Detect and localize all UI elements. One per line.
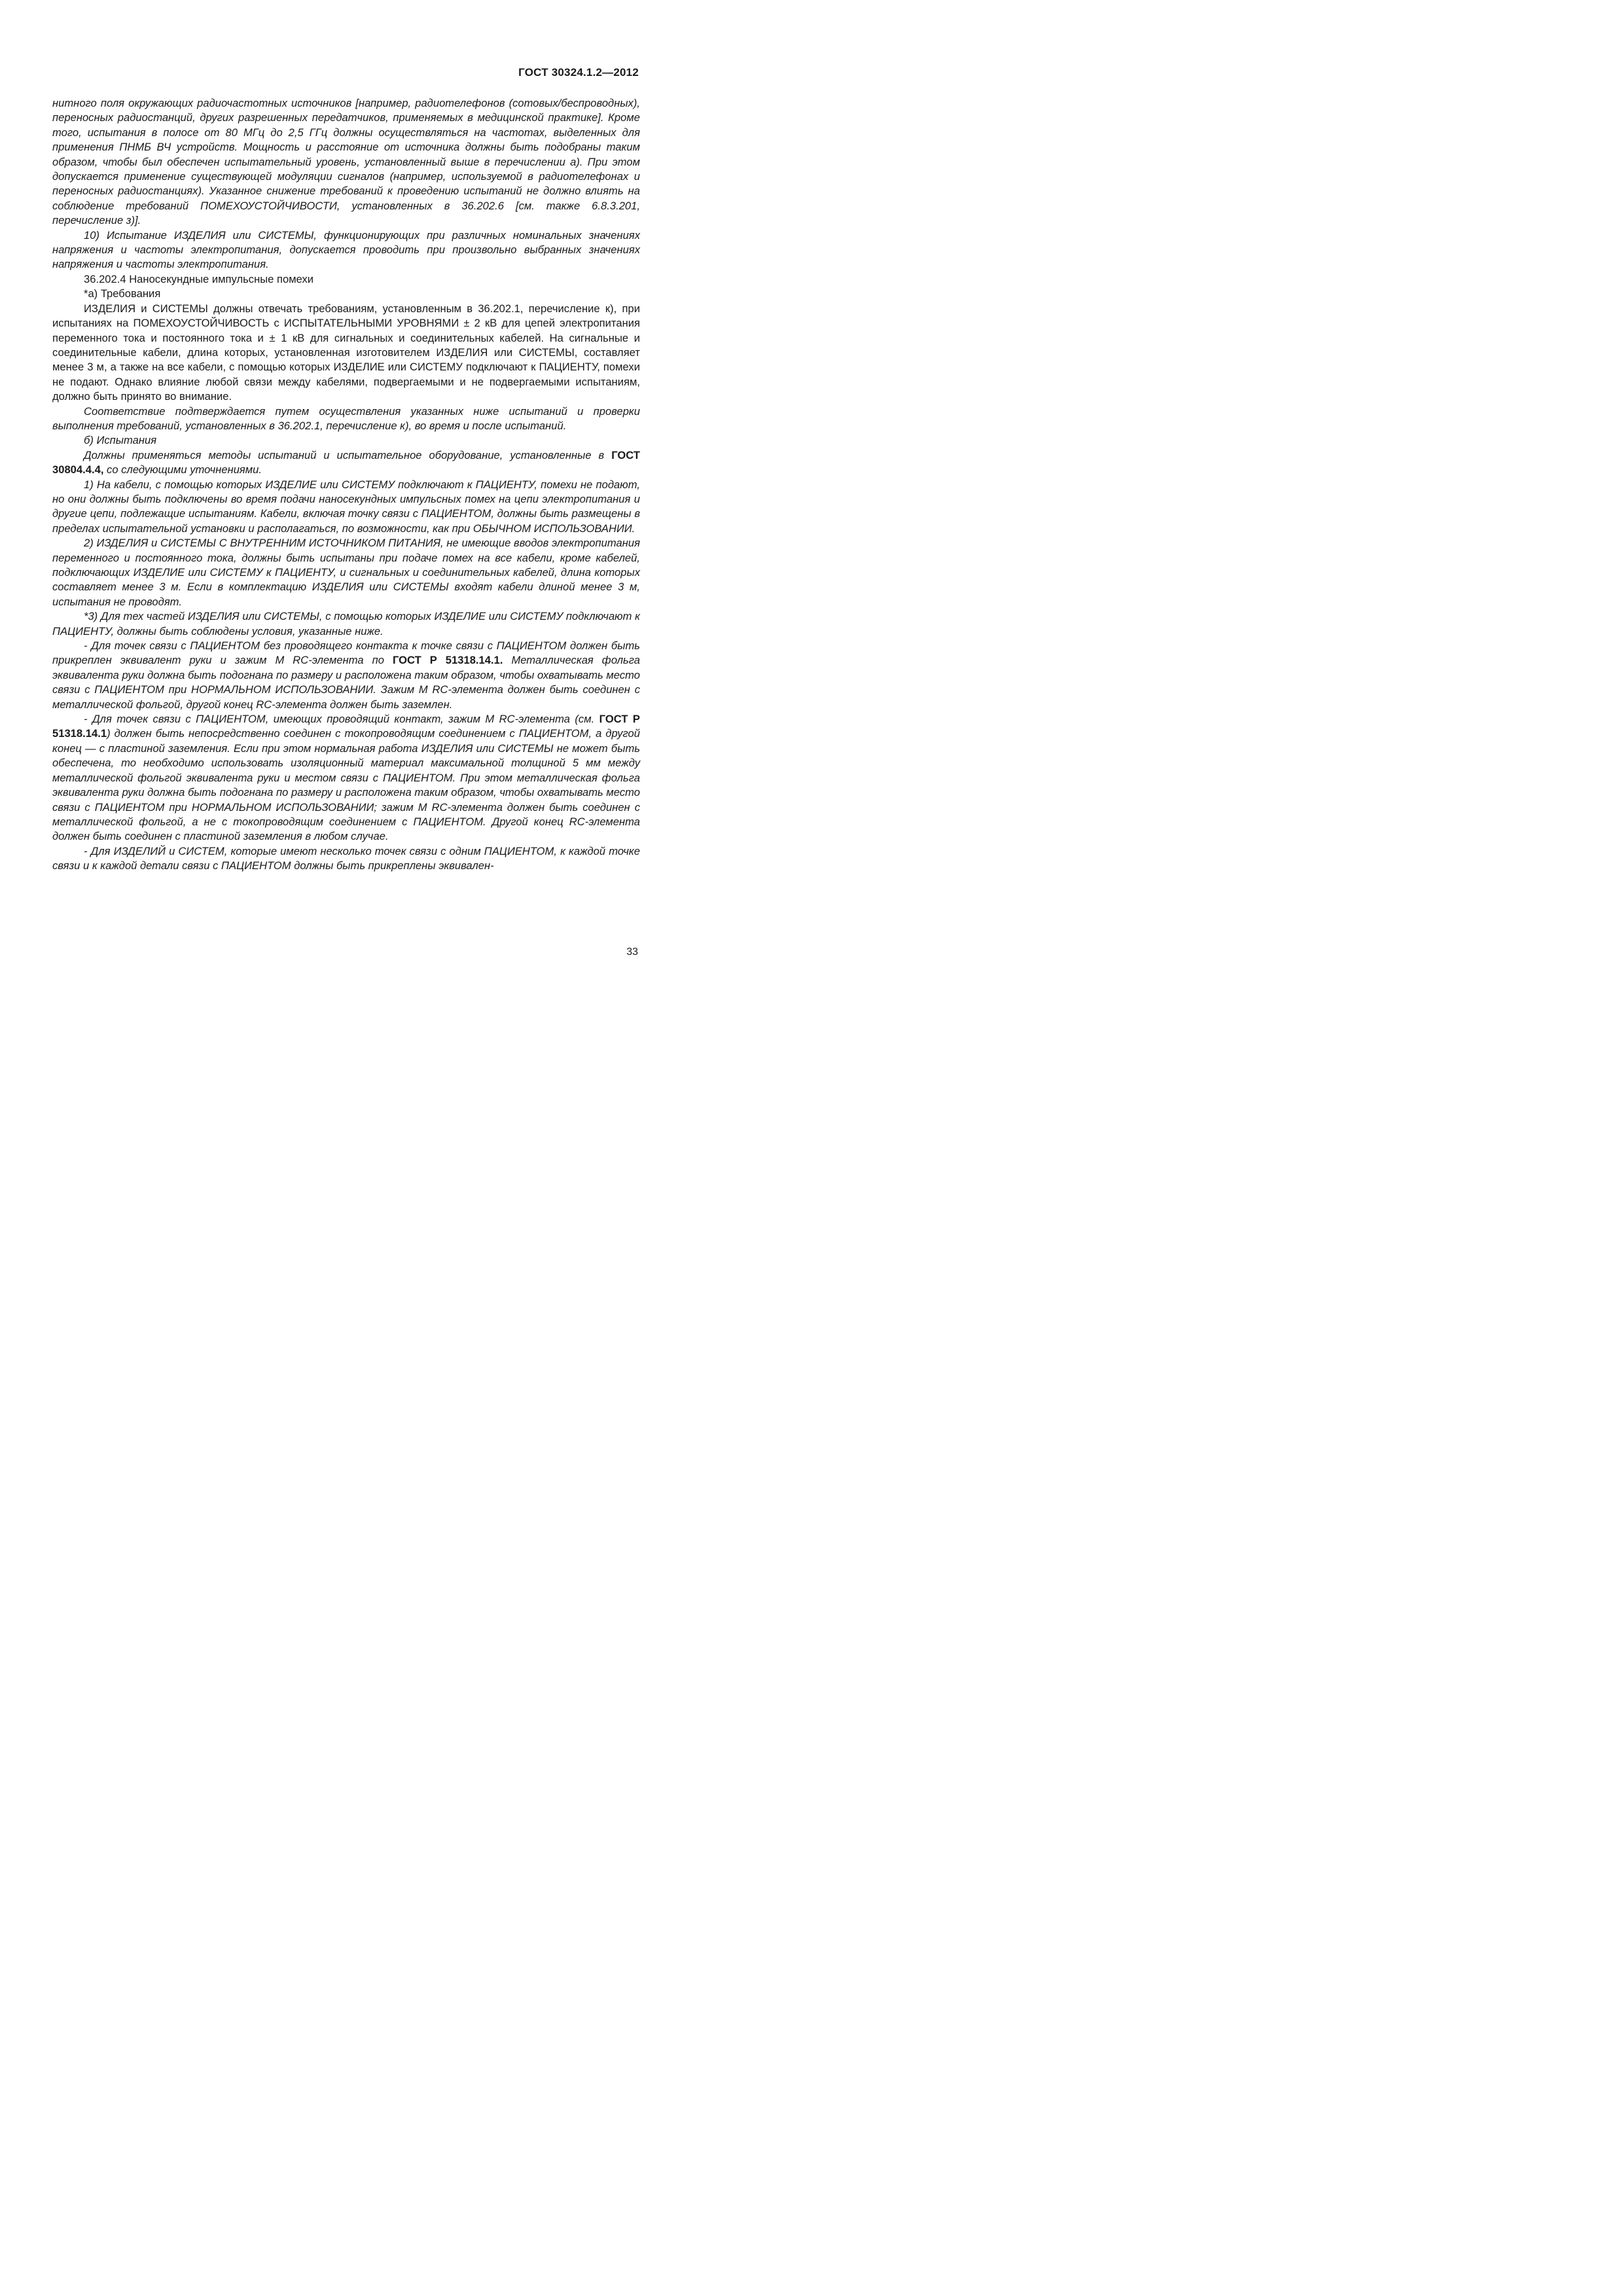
page-number: 33 [626, 946, 638, 958]
standard-reference: ГОСТ 30804.4.4, [52, 448, 640, 476]
body-text [52, 96, 640, 874]
paragraph-bullet-multiple-points: - Для ИЗДЕЛИЙ и СИСТЕМ, которые имеют несколько точек связи с одним ПАЦИЕНТОМ, к каждой точке связи и к каждой детали связи с ПАЦИЕНТОМ должны быть прикреплены эквивален- [52, 844, 640, 872]
paragraph-item-10: 10) Испытание ИЗДЕЛИЯ или СИСТЕМЫ, функционирующих при различных номинальных значениях напряжения и частоты электропитания, допускается проводить при произвольно выбранных значениях напряжения и частоты электропитания. [52, 228, 640, 271]
section-heading-36-202-4: 36.202.4 Наносекундные импульсные помехи [84, 272, 314, 285]
paragraph-requirements: ИЗДЕЛИЯ и СИСТЕМЫ должны отвечать требованиям, установленным в 36.202.1, перечисление к), при испытаниях на ПОМЕХОУСТОЙЧИВОСТЬ с ИСПЫТАТЕЛЬНЫМИ УРОВНЯМИ ± 2 кВ для цепей электропитания переменного тока и постоянного тока и ± 1 кВ для сигнальных и соединительных кабелей. На сигнальные и соединительные кабели, длина которых, установленная изготовителем ИЗДЕЛИЯ или СИСТЕМЫ, составляет менее 3 м, а также на все кабели, с помощью которых ИЗДЕЛИЕ или СИСТЕМУ подключают к ПАЦИЕНТУ, помехи не подают. Однако влияние любой связи между кабелями, подвергаемыми и не подвергаемыми испытаниям, должно быть принято во внимание. [52, 302, 640, 403]
document-number-header: ГОСТ 30324.1.2—2012 [518, 66, 639, 79]
paragraph-compliance: Соответствие подтверждается путем осуществления указанных ниже испытаний и проверки выполнения требований, установленных в 36.202.1, перечисление к), во время и после испытаний. [52, 404, 640, 432]
text-run: - Для точек связи с ПАЦИЕНТОМ без проводящего контакта к точке связи с ПАЦИЕНТОМ должен быть прикреплен эквивалент руки и зажим М RC-элемента по [52, 639, 640, 667]
text-run: Металлическая фольга эквивалента руки должна быть подогнана по размеру и расположена таким образом, чтобы охватывать место связи с ПАЦИЕНТОМ при НОРМАЛЬНОМ ИСПОЛЬЗОВАНИИ. Зажим М RC-элемента должен быть соединен с металлической фольгой, другой конец RC-элемента должен быть заземлен. [52, 654, 640, 711]
text-run: Должны применяться методы испытаний и испытательное оборудование, установленные в [84, 448, 612, 461]
text-run: - Для точек связи с ПАЦИЕНТОМ, имеющих проводящий контакт, зажим М RC-элемента (см. [84, 713, 599, 726]
text-run: ) должен быть непосредственно соединен с токопроводящим соединением с ПАЦИЕНТОМ, а другой конец — с пластиной заземления. Если при этом нормальная работа ИЗДЕЛИЯ или СИСТЕМЫ не может быть обеспечена, то необходимо использовать изоляционный материал максимальной толщиной 5 мм между металлической фольгой эквивалента руки и местом связи с ПАЦИЕНТОМ. При этом металлическая фольга эквивалента руки должна быть подогнана по размеру и расположена таким образом, чтобы охватывать место связи с ПАЦИЕНТОМ при НОРМАЛЬНОМ ИСПОЛЬЗОВАНИИ; зажим М RC-элемента должен быть соединен с металлической фольгой, а не с токопроводящим соединением с ПАЦИЕНТОМ. Другой конец RC-элемента должен быть соединен с пластиной заземления в любом случае. [52, 727, 640, 843]
paragraph-continuation: нитного поля окружающих радиочастотных источников [например, радиотелефонов (сотовых/беспроводных), переносных радиостанций, других разрешенных передатчиков, применяемых в медицинской практике]. Кроме того, испытания в полосе от 80 МГц до 2,5 ГГц должны осуществляться на частотах, выделенных для применения ПНМБ ВЧ устройств. Мощность и расстояние от источника должны быть подобраны таким образом, чтобы был обеспечен испытательный уровень, установленный выше в перечислении а). При этом допускается применение существующей модуляции сигналов (например, используемой в радиотелефонах и переносных радиостанциях). Указанное снижение требований к проведению испытаний не должно влиять на соблюдение требований ПОМЕХОУСТОЙЧИВОСТИ, установленных в 36.202.6 [см. также 6.8.3.201, перечисление з)]. [52, 97, 640, 227]
paragraph-test-methods [52, 448, 640, 478]
standard-reference: ГОСТ Р 51318.14.1 [52, 713, 640, 740]
paragraph-bullet-conductive-contact [52, 712, 640, 844]
text-run: со следующими уточнениями. [103, 463, 262, 476]
subheading-requirements: *а) Требования [84, 287, 161, 300]
subheading-tests: б) Испытания [84, 434, 157, 447]
paragraph-bullet-no-contact [52, 639, 640, 712]
document-page [0, 0, 722, 1021]
standard-reference: ГОСТ Р 51318.14.1. [392, 654, 503, 667]
paragraph-item-3: *3) Для тех частей ИЗДЕЛИЯ или СИСТЕМЫ, с помощью которых ИЗДЕЛИЕ или СИСТЕМУ подключают к ПАЦИЕНТУ, должны быть соблюдены условия, указанные ниже. [52, 610, 640, 637]
paragraph-item-1: 1) На кабели, с помощью которых ИЗДЕЛИЕ или СИСТЕМУ подключают к ПАЦИЕНТУ, помехи не подают, но они должны быть подключены во время подачи наносекундных импульсных помех на цепи электропитания и другие цепи, подлежащие испытаниям. Кабели, включая точку связи с ПАЦИЕНТОМ, должны быть размещены в пределах испытательной установки и располагаться, по возможности, как при ОБЫЧНОМ ИСПОЛЬЗОВАНИИ. [52, 478, 640, 535]
paragraph-item-2: 2) ИЗДЕЛИЯ и СИСТЕМЫ С ВНУТРЕННИМ ИСТОЧНИКОМ ПИТАНИЯ, не имеющие вводов электропитания переменного и постоянного тока, должны быть испытаны при подаче помех на все кабели, кроме кабелей, подключающих ИЗДЕЛИЕ или СИСТЕМУ к ПАЦИЕНТУ, и сигнальных и соединительных кабелей, длина которых составляет менее 3 м. Если в комплектацию ИЗДЕЛИЯ или СИСТЕМЫ входят кабели длиной менее 3 м, испытания не проводят. [52, 537, 640, 608]
